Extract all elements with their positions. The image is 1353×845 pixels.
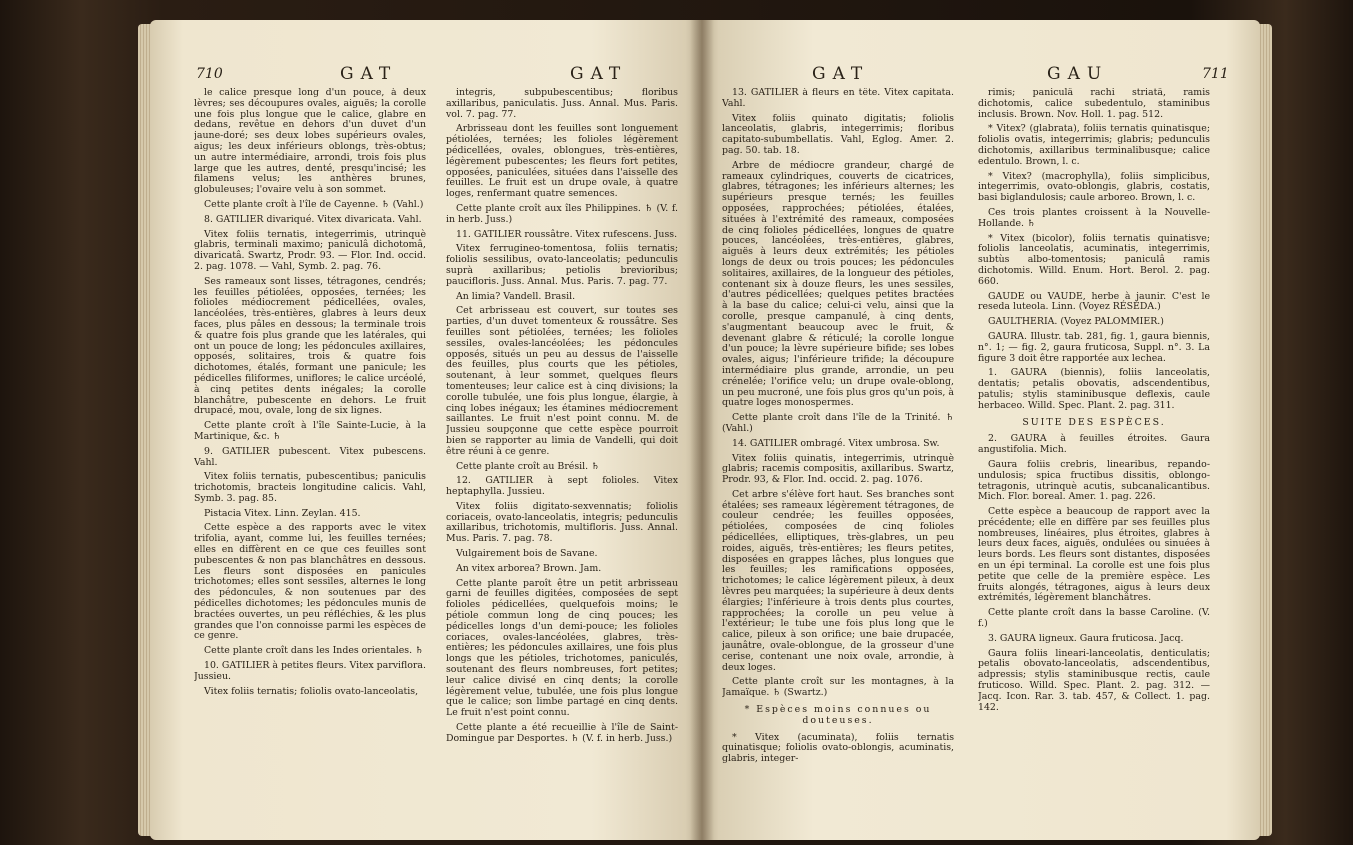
paragraph: Gaura foliis lineari-lanceolatis, denticulatis; petalis obovato-lanceolatis, adscendentibus, adpressis; stylis staminibusque rectis, caule fruticoso. Willd. Spec. Plant. 2. pag. 312. — Jacq. Icon. Rar. 3. tab. 457, & Collect. 1. pag. 142.: [978, 647, 1210, 713]
paragraph: * Vitex? (macrophylla), foliis simplicibus, integerrimis, ovato-oblongis, glabris, costatis, basi biglandulosis; caule arboreo. Brown, l. c.: [978, 170, 1210, 204]
paragraph: Vitex foliis quinatis, integerrimis, utrinquè glabris; racemis compositis, axillaribus. Swartz, Prodr. 93, & Flor. Ind. occid. 2. pag. 1076.: [722, 452, 954, 486]
paragraph: Arbrisseau dont les feuilles sont longuement pétiolées, ternées; les folioles légèrement pédicellées, ovales, oblongues, très-entières, légèrement pubescentes; les fleurs fort petites, opposées, paniculées, situées dans l'aisselle des feuilles. Le fruit est un drupe ovale, à quatre loges, renfermant quatre semences.: [446, 123, 678, 200]
paragraph: Cette plante croît dans l'île de la Trinité. ♄ (Vahl.): [722, 412, 954, 434]
paragraph: Cet arbre s'élève fort haut. Ses branches sont étalées; ses rameaux légèrement tétragones, de couleur cendrée; les feuilles opposées, pétiolées, composées de cinq folioles pédicellées, elliptiques, très-glabres, un peu roides, aiguës, très-entières; les fleurs petites, disposées en grappes lâches, plus longues que les feuilles; les ramifications opposées, trichotomes; le calice légèrement pileux, à deux lèvres peu marquées; la supérieure à deux dents élargies; l'inférieure à trois dents plus courtes, rapprochées; la corolle un peu velue à l'extérieur; le tube une fois plus long que le calice, pileux à son orifice; une baie drupacée, jaunâtre, ovale-oblongue, de la grosseur d'une cerise, contenant une noix ovale, arrondie, à deux loges.: [722, 488, 954, 673]
paragraph: Vitex foliis ternatis; foliolis ovato-lanceolatis,: [204, 685, 419, 697]
left-running-head-1: GAT: [340, 64, 398, 84]
paragraph: 14. GATILIER ombragé. Vitex umbrosa. Sw.: [732, 437, 940, 449]
paragraph: GAUDE ou VAUDE, herbe à jaunir. C'est le reseda luteola. Linn. (Voyez RÉSÉDA.): [978, 290, 1210, 313]
paragraph: Ces trois plantes croissent à la Nouvelle-Hollande. ♄: [978, 206, 1210, 229]
paragraph: 2. GAURA à feuilles étroites. Gaura angustifolia. Mich.: [978, 433, 1210, 456]
paragraph: Cette plante croît dans la basse Caroline. (V. f.): [978, 607, 1210, 630]
paragraph: Cet arbrisseau est couvert, sur toutes ses parties, d'un duvet tomenteux & roussâtre. Ses feuilles sont pétiolées, ternées; les folioles sessiles, ovales-lancéolées; les pédoncules opposés, situés un peu au dessus de l'aisselle des feuilles, plus courts que les pétioles, soutenant, à leur sommet, quelques fleurs tomenteuses; leur calice est à cinq divisions; la corolle tubulée, une fois plus longue, élargie, à cinq lobes inégaux; les étamines médiocrement saillantes. Le fruit n'est point connu. M. de Jussieu soupçonne que cette espèce pourroit bien se rapporter au limia de Vandelli, qui doit être réuni à ce genre.: [446, 305, 678, 457]
paragraph: Cette plante croît au Brésil. ♄: [456, 460, 600, 472]
left-page: [150, 20, 702, 840]
left-page-number: 710: [196, 66, 223, 82]
paragraph: Cette plante a été recueillie à l'île de Saint-Domingue par Desportes. ♄ (V. f. in herb. Juss.): [446, 722, 678, 744]
paragraph: 11. GATILIER roussâtre. Vitex rufescens. Juss.: [456, 228, 678, 240]
paragraph: Pistacia Vitex. Linn. Zeylan. 415.: [204, 507, 361, 519]
paragraph: Vitex foliis digitato-sexvennatis; foliolis coriaceis, ovato-lanceolatis, integris; pedunculis axillaribus, trichotomis, multifloris. Juss. Annal. Mus. Paris. 7. pag. 78.: [446, 500, 678, 545]
paragraph: * Vitex (bicolor), foliis ternatis quinatisve; foliolis lanceolatis, acuminatis, integerrimis, subtùs albo-tomentosis; paniculâ ramis dichotomis. Willd. Enum. Hort. Berol. 2. pag. 660.: [978, 232, 1210, 287]
paragraph: 12. GATILIER à sept folioles. Vitex heptaphylla. Jussieu.: [446, 475, 678, 498]
paragraph: Vitex foliis ternatis, pubescentibus; paniculis trichotomis, bracteis longitudine calicis. Vahl, Symb. 3. pag. 85.: [194, 471, 426, 504]
paragraph: 13. GATILIER à fleurs en tête. Vitex capitata. Vahl.: [722, 88, 954, 109]
column-2: [446, 88, 678, 828]
paragraph: * Vitex (acuminata), foliis ternatis quinatisque; foliolis ovato-oblongis, acuminatis, glabris, integer-: [722, 731, 954, 765]
column-3: [722, 88, 954, 828]
paragraph: * Espèces moins connues ou douteuses.: [744, 704, 932, 726]
paragraph: 9. GATILIER pubescent. Vitex pubescens. Vahl.: [194, 445, 426, 468]
right-page-number: 711: [1202, 66, 1229, 82]
paragraph: Arbre de médiocre grandeur, chargé de rameaux cylindriques, couverts de cicatrices, glabres, tétragones; les inférieurs alternes; les supérieurs presque ternés; les feuilles opposées, rapprochées; pétiolées, étalées, situées à l'extrémité des rameaux, composées de cinq folioles pédicellées, longues de quatre pouces, lancéolées, très-entières, glabres, aiguës à leurs deux extrémités; les pétioles longs de deux ou trois pouces; les pédoncules solitaires, axillaires, de la longueur des pétioles, contenant six à douze fleurs, les unes sessiles, d'autres pédicellées; quelques petites bractées à la base du calice; celui-ci velu, ainsi que la corolle, presque campanulé, à cinq dents, s'augmentant beaucoup avec le fruit, & devenant glabre & réticulé; la corolle longue d'un pouce; la lèvre supérieure bifide; ses lobes ovales, aigus; l'inférieure trifide; la découpure intermédiaire plus grande, arrondie, un peu crénelée; l'orifice velu; un drupe ovale-oblong, un peu mucroné, une fois plus gros qu'un pois, à quatre loges monospermes.: [722, 159, 954, 409]
paragraph: An vitex arborea? Brown. Jam.: [456, 562, 602, 574]
paragraph: Vitex foliis quinato digitatis; foliolis lanceolatis, glabris, integerrimis; floribus capitato-subumbellatis. Vahl, Eglog. Amer. 2. pag. 50. tab. 18.: [722, 112, 954, 156]
right-running-head-2: GAU: [1047, 64, 1109, 84]
paragraph: Gaura foliis crebris, linearibus, repando-undulosis; spica fructibus dissitis, oblongo-tetragonis, utrinquè acutis, subcanalicantibus. Mich. Flor. boreal. Amer. 1. pag. 226.: [978, 458, 1210, 503]
open-book: [150, 20, 1260, 840]
paragraph: Vitex ferrugineo-tomentosa, foliis ternatis; foliolis sessilibus, ovato-lanceolatis; pedunculis suprà axillaribus; petiolis brevioribus; paucifloris. Juss. Annal. Mus. Paris. 7. pag. 77.: [446, 243, 678, 287]
paragraph: Cette espèce a des rapports avec le vitex trifolia, ayant, comme lui, les feuilles ternées; elles en diffèrent en ce que ces feuilles sont pubescentes & non pas blanchâtres en dessous. Les fleurs sont disposées en panicules trichotomes; elles sont sessiles, alternes le long des pédoncules, & non soutenues par des pédicelles dichotomes; les pédoncules munis de bractées ouvertes, un peu réfléchies, & les plus grandes que l'on connoisse parmi les espèces de ce genre.: [194, 522, 426, 642]
paragraph: Cette plante croît à l'île Sainte-Lucie, à la Martinique, &c. ♄: [194, 420, 426, 442]
book-gutter: [690, 20, 714, 840]
right-running-head-1: GAT: [812, 64, 870, 84]
right-page: [702, 20, 1260, 840]
paragraph: 3. GAURA ligneux. Gaura fruticosa. Jacq.: [988, 632, 1184, 644]
paragraph: le calice presque long d'un pouce, à deux lèvres; ses découpures ovales, aiguës; la corolle une fois plus longue que le calice, glabre en dedans, revêtue en dehors d'un duvet d'un jaune-doré; ses deux lobes supérieurs ovales, aigus; les deux inférieurs oblongs, très-obtus; un autre intermédiaire, arrondi, trois fois plus large que les autres, denté, presqu'incisé; les filamens velus; les anthères brunes, globuleuses; l'ovaire velu à son sommet.: [194, 88, 426, 196]
paragraph: Ses rameaux sont lisses, tétragones, cendrés; les feuilles pétiolées, opposées, ternées; les folioles médiocrement pédicellées, ovales, lancéolées, très-entières, glabres à leurs deux faces, plus pâles en dessous; la terminale trois & quatre fois plus grande que les latérales, qui ont un pouce de long; les pédoncules axillaires, opposés, solitaires, trois & quatre fois dichotomes, étalés, formant une panicule; les pédicelles filiformes, uniflores; le calice urcéolé, à cinq petites dents inégales; la corolle blanchâtre, pubescente en dehors. Le fruit drupacé, mou, ovale, long de six lignes.: [194, 275, 426, 417]
paragraph: rimis; paniculâ rachi striatâ, ramis dichotomis, calice subedentulo, staminibus inclusis. Brown. Nov. Holl. 1. pag. 512.: [978, 88, 1210, 120]
paragraph: An limia? Vandell. Brasil.: [456, 290, 576, 302]
right-page-edges: [1258, 24, 1272, 836]
paragraph: Vitex foliis ternatis, integerrimis, utrinquè glabris, terminali maximo; paniculâ dichotomâ, divaricatâ. Swartz, Prodr. 93. — Flor. Ind. occid. 2. pag. 1078. — Vahl, Symb. 2. pag. 76.: [194, 228, 426, 272]
column-4: [978, 88, 1210, 828]
left-running-head-2: GAT: [570, 64, 628, 84]
paragraph: Cette plante paroît être un petit arbrisseau garni de feuilles digitées, composées de sept folioles pédicellées, quelquefois moins; le pétiole commun long de cinq pouces; les pédicelles longs d'un demi-pouce; les folioles coriaces, ovales-lancéolées, glabres, très-entières; les pédoncules axillaires, une fois plus longs que les pétioles, trichotomes, paniculés, soutenant des fleurs nombreuses, fort petites; leur calice divisé en cinq dents; la corolle légèrement velue, tubulée, une fois plus longue que le calice; son limbe partagé en cinq dents. Le fruit n'est point connu.: [446, 577, 678, 719]
paragraph: GAURA. Illustr. tab. 281, fig. 1, gaura biennis, n°. 1; — fig. 2, gaura fruticosa, Suppl. n°. 3. La figure 3 doit être rapportée aux lechea.: [978, 330, 1210, 364]
paragraph: Cette espèce a beaucoup de rapport avec la précédente; elle en diffère par ses feuilles plus nombreuses, linéaires, plus étroites, glabres à leurs deux faces, aiguës, ondulées ou sinuées à leurs bords. Les fleurs sont distantes, disposées en un épi terminal. La corolle est une fois plus petite que celle de la première espèce. Les fruits alongés, tétragones, aigus à leurs deux extrémités, légèrement blanchâtres.: [978, 506, 1210, 604]
paragraph: integris, subpubescentibus; floribus axillaribus, paniculatis. Juss. Annal. Mus. Paris. vol. 7. pag. 77.: [446, 88, 678, 120]
paragraph: Cette plante croît dans les Indes orientales. ♄: [204, 645, 424, 657]
paragraph: GAULTHERIA. (Voyez PALOMMIER.): [988, 316, 1164, 328]
column-1: [194, 88, 426, 828]
paragraph: Cette plante croît à l'île de Cayenne. ♄ (Vahl.): [204, 198, 424, 210]
paragraph: 8. GATILIER divariqué. Vitex divaricata. Vahl.: [204, 213, 422, 225]
paragraph: Vulgairement bois de Savane.: [456, 548, 598, 560]
paragraph: 10. GATILIER à petites fleurs. Vitex parviflora. Jussieu.: [194, 660, 426, 682]
paragraph: Cette plante croît sur les montagnes, à la Jamaïque. ♄ (Swartz.): [722, 676, 954, 699]
paragraph: * Vitex? (glabrata), foliis ternatis quinatisque; foliolis ovatis, integerrimis; glabris; pedunculis dichotomis, axillaribus terminalibusque; calice edentulo. Brown, l. c.: [978, 123, 1210, 167]
paragraph: 1. GAURA (biennis), foliis lanceolatis, dentatis; petalis obovatis, adscendentibus, patulis; stylis staminibusque deflexis, caule herbaceo. Willd. Spec. Plant. 2. pag. 311.: [978, 367, 1210, 411]
paragraph: Cette plante croît aux îles Philippines. ♄ (V. f. in herb. Juss.): [446, 202, 678, 225]
paragraph: SUITE DES ESPÈCES.: [1022, 416, 1166, 428]
